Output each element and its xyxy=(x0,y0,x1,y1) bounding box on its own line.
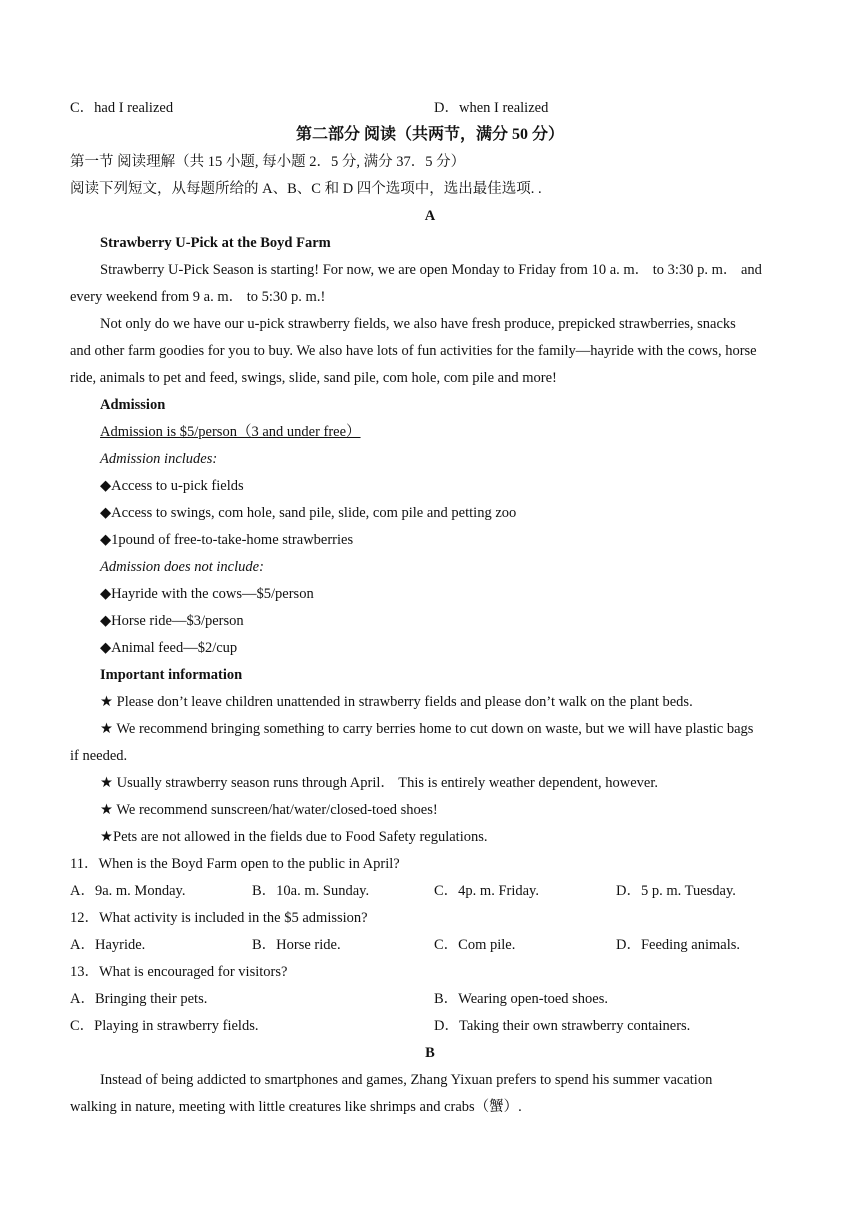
question-stem: 11．When is the Boyd Farm open to the public in April? xyxy=(70,856,400,872)
info-item-continued: if needed. xyxy=(70,748,128,764)
question-option: D．Feeding animals. xyxy=(616,937,741,953)
includes-heading: Admission includes: xyxy=(100,451,218,467)
part-title: 第二部分 阅读（共两节，满分 50 分） xyxy=(295,126,564,143)
paragraph-line: Strawberry U-Pick Season is starting! For now, we are open Monday to Friday from 10 a. m． to 3:30 p. m． and xyxy=(100,262,762,278)
excludes-item: ◆Animal feed—$2/cup xyxy=(100,640,238,656)
includes-item: ◆Access to u-pick fields xyxy=(100,478,244,494)
info-item: ★ Usually strawberry season runs through April． This is entirely weather dependent, however. xyxy=(100,775,658,791)
question-option: C．Com pile. xyxy=(434,937,516,953)
admission-heading: Admission xyxy=(100,397,166,413)
info-item: ★Pets are not allowed in the fields due to Food Safety regulations. xyxy=(100,829,488,845)
includes-item: ◆Access to swings, com hole, sand pile, slide, com pile and petting zoo xyxy=(100,505,517,521)
question-option: C．4p. m. Friday. xyxy=(434,883,539,899)
paragraph-line: ride, animals to pet and feed, swings, slide, sand pile, com hole, com pile and more! xyxy=(70,370,557,386)
paragraph-line: and other farm goodies for you to buy. We also have lots of fun activities for the family—hayride with the cows, horse xyxy=(70,343,757,359)
passage-a-title: Strawberry U-Pick at the Boyd Farm xyxy=(100,235,331,251)
excludes-heading: Admission does not include: xyxy=(100,559,264,575)
paragraph-line: Not only do we have our u-pick strawberry fields, we also have fresh produce, prepicked strawberries, snacks xyxy=(100,316,736,332)
section-title: 第一节 阅读理解（共 15 小题, 每小题 2．5 分, 满分 37．5 分） xyxy=(70,154,466,170)
question-option: A．Bringing their pets. xyxy=(70,991,208,1007)
paragraph-line: Instead of being addicted to smartphones and games, Zhang Yixuan prefers to spend his summer vacation xyxy=(100,1072,713,1088)
paragraph-line: walking in nature, meeting with little creatures like shrimps and crabs（蟹）. xyxy=(70,1099,522,1115)
question-option: D．5 p. m. Tuesday. xyxy=(616,883,736,899)
question-option: A．Hayride. xyxy=(70,937,146,953)
instruction: 阅读下列短文，从每题所给的 A、B、C 和 D 四个选项中，选出最佳选项. . xyxy=(70,181,542,197)
question-option: A．9a. m. Monday. xyxy=(70,883,186,899)
info-item: ★ We recommend sunscreen/hat/water/closed-toed shoes! xyxy=(100,802,438,818)
excludes-item: ◆Hayride with the cows—$5/person xyxy=(100,586,314,602)
passage-a-label: A xyxy=(424,208,436,224)
question-option: D．Taking their own strawberry containers. xyxy=(434,1018,691,1034)
question-option: B．Horse ride. xyxy=(252,937,341,953)
question-option: C．Playing in strawberry fields. xyxy=(70,1018,259,1034)
excludes-item: ◆Horse ride—$3/person xyxy=(100,613,244,629)
info-item: ★ We recommend bringing something to carry berries home to cut down on waste, but we will have plastic bags xyxy=(100,721,754,737)
passage-b-label: B xyxy=(425,1045,435,1061)
question-stem: 13．What is encouraged for visitors? xyxy=(70,964,288,980)
paragraph-line: every weekend from 9 a. m． to 5:30 p. m.! xyxy=(70,289,326,305)
admission-price: Admission is $5/person（3 and under free） xyxy=(100,424,361,440)
includes-item: ◆1pound of free-to-take-home strawberries xyxy=(100,532,354,548)
info-item: ★ Please don’t leave children unattended in strawberry fields and please don’t walk on the plant beds. xyxy=(100,694,693,710)
info-heading: Important information xyxy=(100,667,243,683)
question-stem: 12．What activity is included in the $5 admission? xyxy=(70,910,368,926)
prev-option-d: D．when I realized xyxy=(434,100,549,116)
question-option: B．Wearing open-toed shoes. xyxy=(434,991,608,1007)
prev-option-c: C．had I realized xyxy=(70,100,174,116)
question-option: B．10a. m. Sunday. xyxy=(252,883,370,899)
